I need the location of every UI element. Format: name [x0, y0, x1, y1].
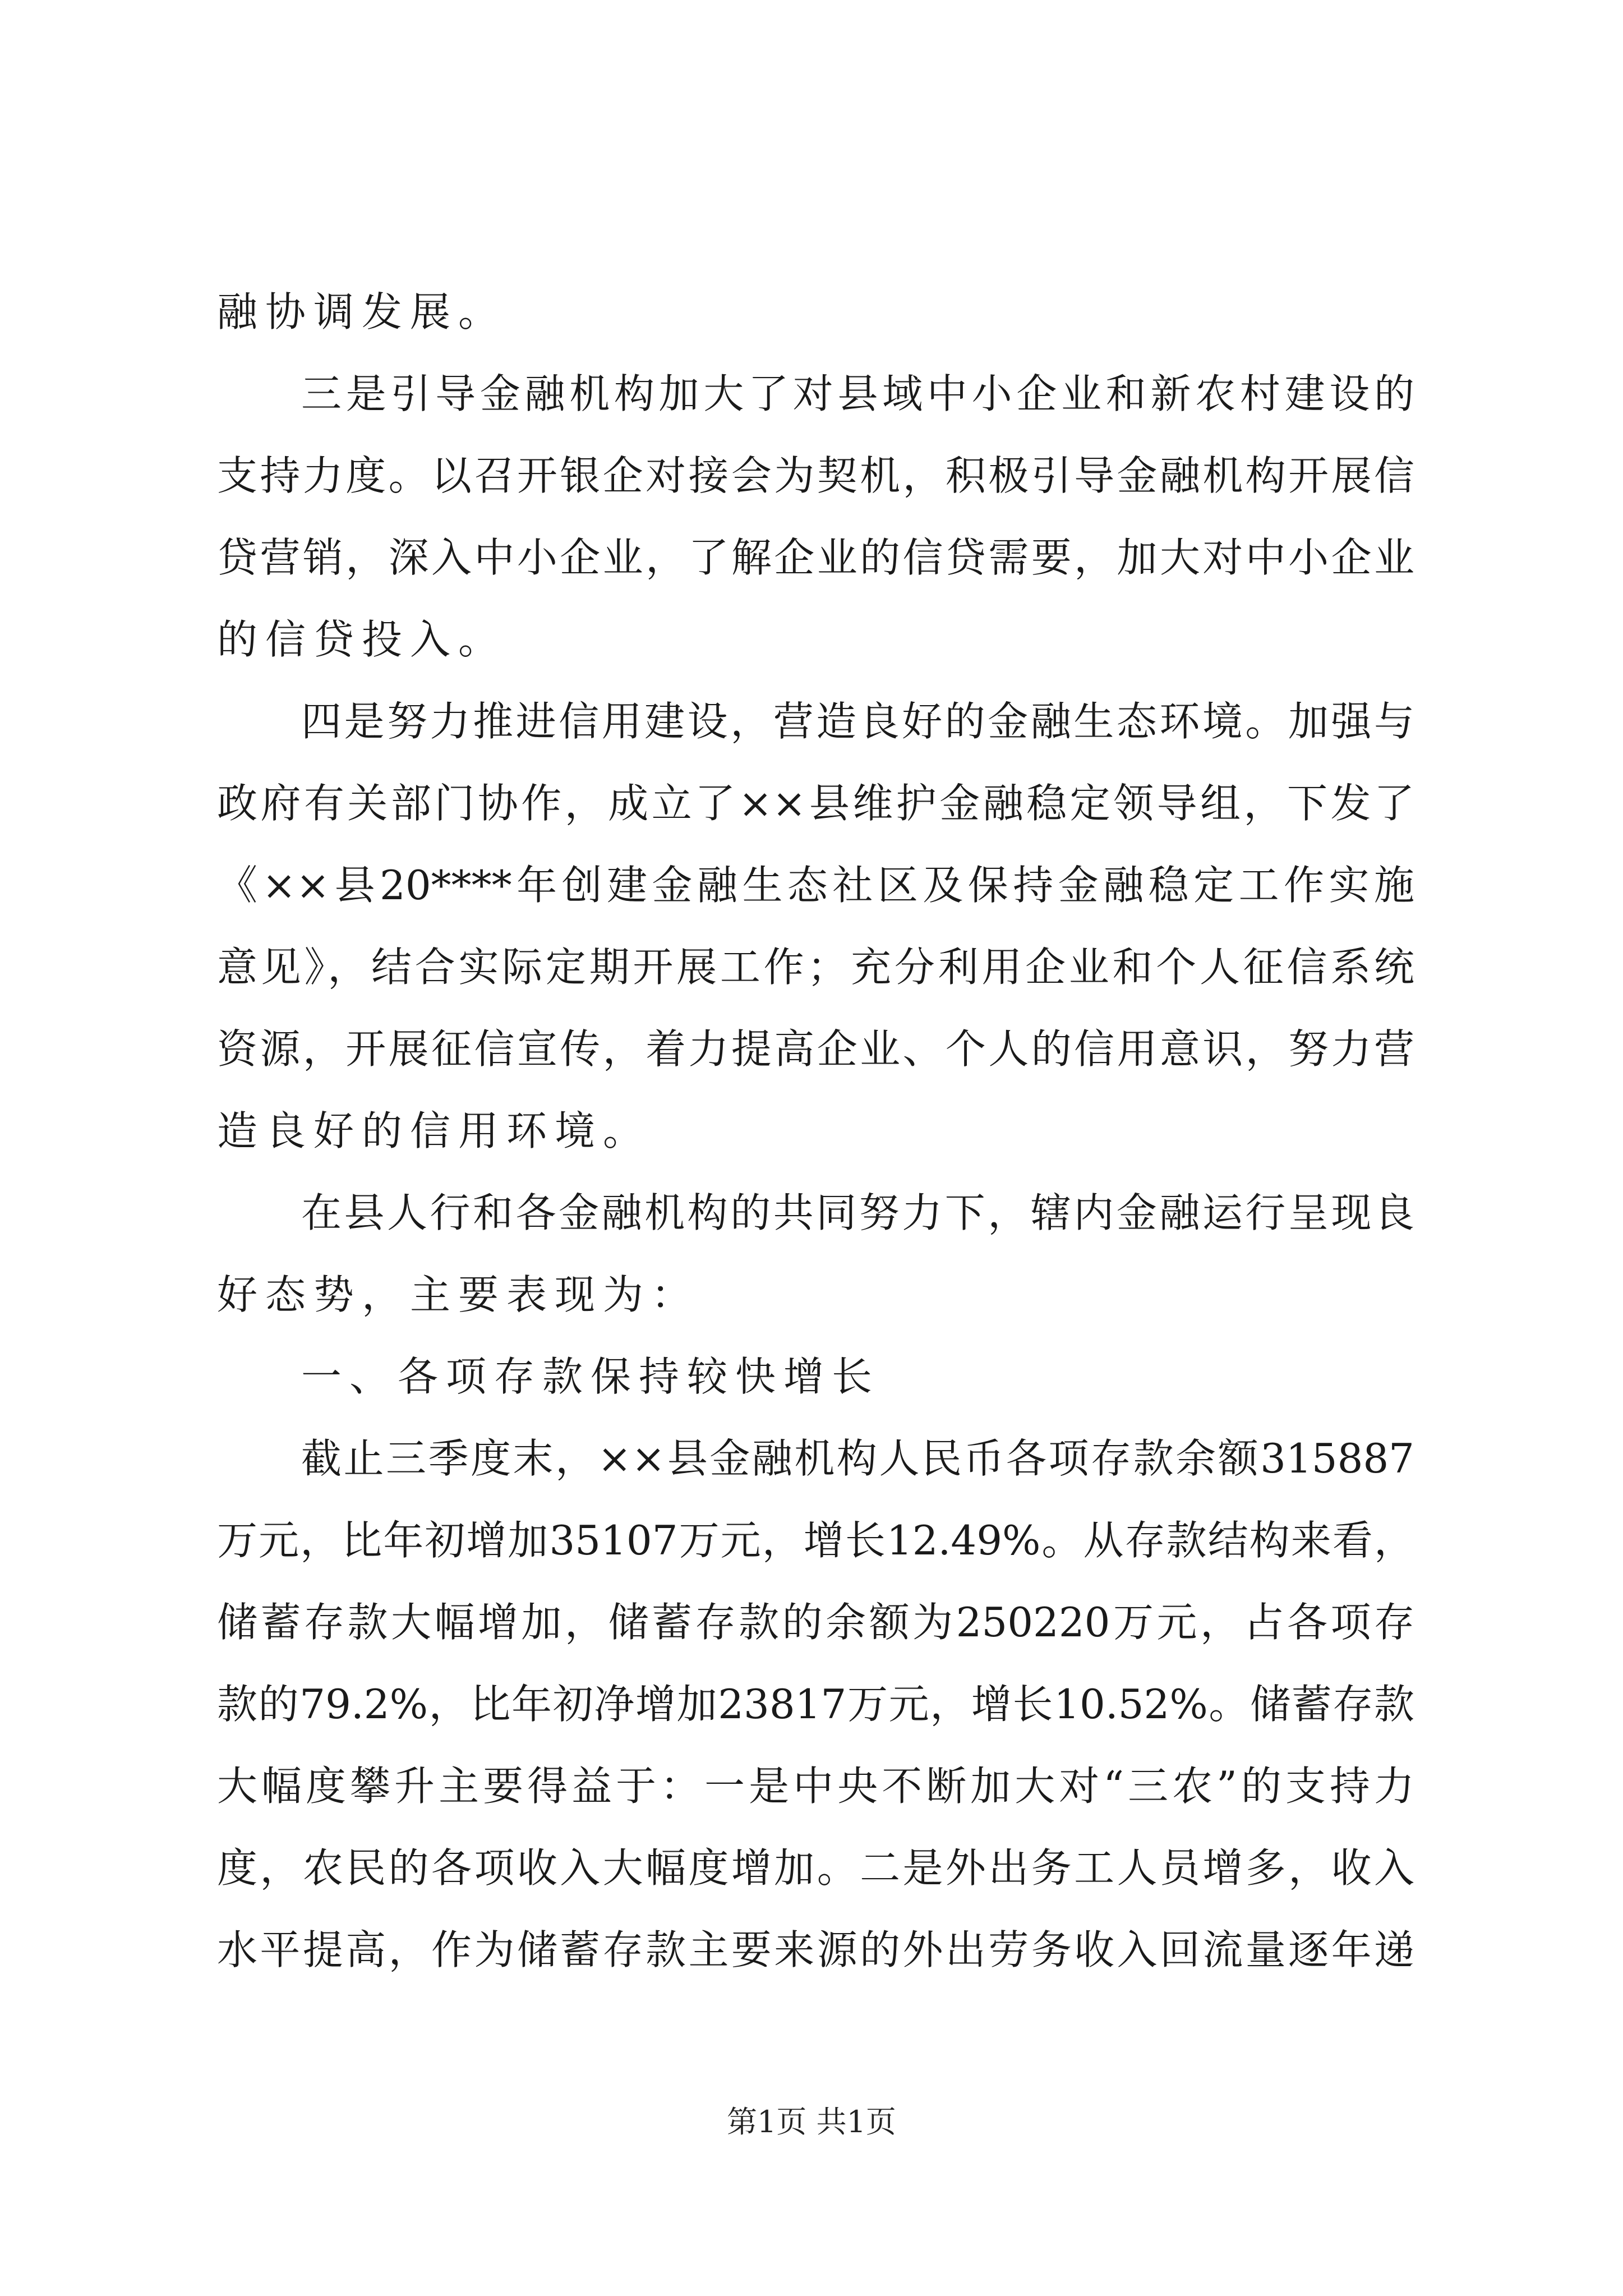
- page-footer: 第1页 共1页: [727, 2104, 896, 2139]
- text-line: 意见》，结合实际定期开展工作；充分利用企业和个人征信系统: [217, 944, 1414, 991]
- text-line: 资源，开展征信宣传，着力提高企业、个人的信用意识，努力营: [217, 1025, 1414, 1073]
- text-line: 政府有关部门协作，成立了××县维护金融稳定领导组，下发了: [217, 780, 1414, 827]
- text-line: 度，农民的各项收入大幅度增加。二是外出务工人员增多，收入: [217, 1844, 1414, 1892]
- text-line: 截止三季度末，××县金融机构人民币各项存款余额315887: [301, 1435, 1414, 1482]
- text-line: 水平提高，作为储蓄存款主要来源的外出劳务收入回流量逐年递: [217, 1926, 1414, 1973]
- text-line: 大幅度攀升主要得益于：一是中央不断加大对“三农”的支持力: [217, 1763, 1414, 1810]
- text-line: 好态势，主要表现为：: [217, 1271, 700, 1318]
- text-line: 支持力度。以召开银企对接会为契机，积极引导金融机构开展信: [217, 452, 1414, 499]
- text-line: 的信贷投入。: [217, 616, 507, 663]
- text-line: 款的79.2%，比年初净增加23817万元，增长10.52%。储蓄存款: [217, 1681, 1414, 1728]
- text-line: 万元，比年初增加35107万元，增长12.49%。从存款结构来看，: [217, 1517, 1414, 1564]
- text-line: 贷营销，深入中小企业，了解企业的信贷需要，加大对中小企业: [217, 534, 1414, 581]
- body-text: [217, 271, 1414, 1991]
- text-line: 四是努力推进信用建设，营造良好的金融生态环境。加强与: [301, 698, 1414, 745]
- text-line: 一、各项存款保持较快增长: [301, 1353, 880, 1400]
- text-line: 融协调发展。: [217, 288, 507, 335]
- text-line: 储蓄存款大幅增加，储蓄存款的余额为250220万元，占各项存: [217, 1599, 1414, 1646]
- text-line: 造良好的信用环境。: [217, 1107, 652, 1154]
- text-line: 在县人行和各金融机构的共同努力下，辖内金融运行呈现良: [301, 1189, 1414, 1236]
- text-line: 《××县20****年创建金融生态社区及保持金融稳定工作实施: [217, 862, 1414, 909]
- text-line: 三是引导金融机构加大了对县域中小企业和新农村建设的: [301, 370, 1414, 417]
